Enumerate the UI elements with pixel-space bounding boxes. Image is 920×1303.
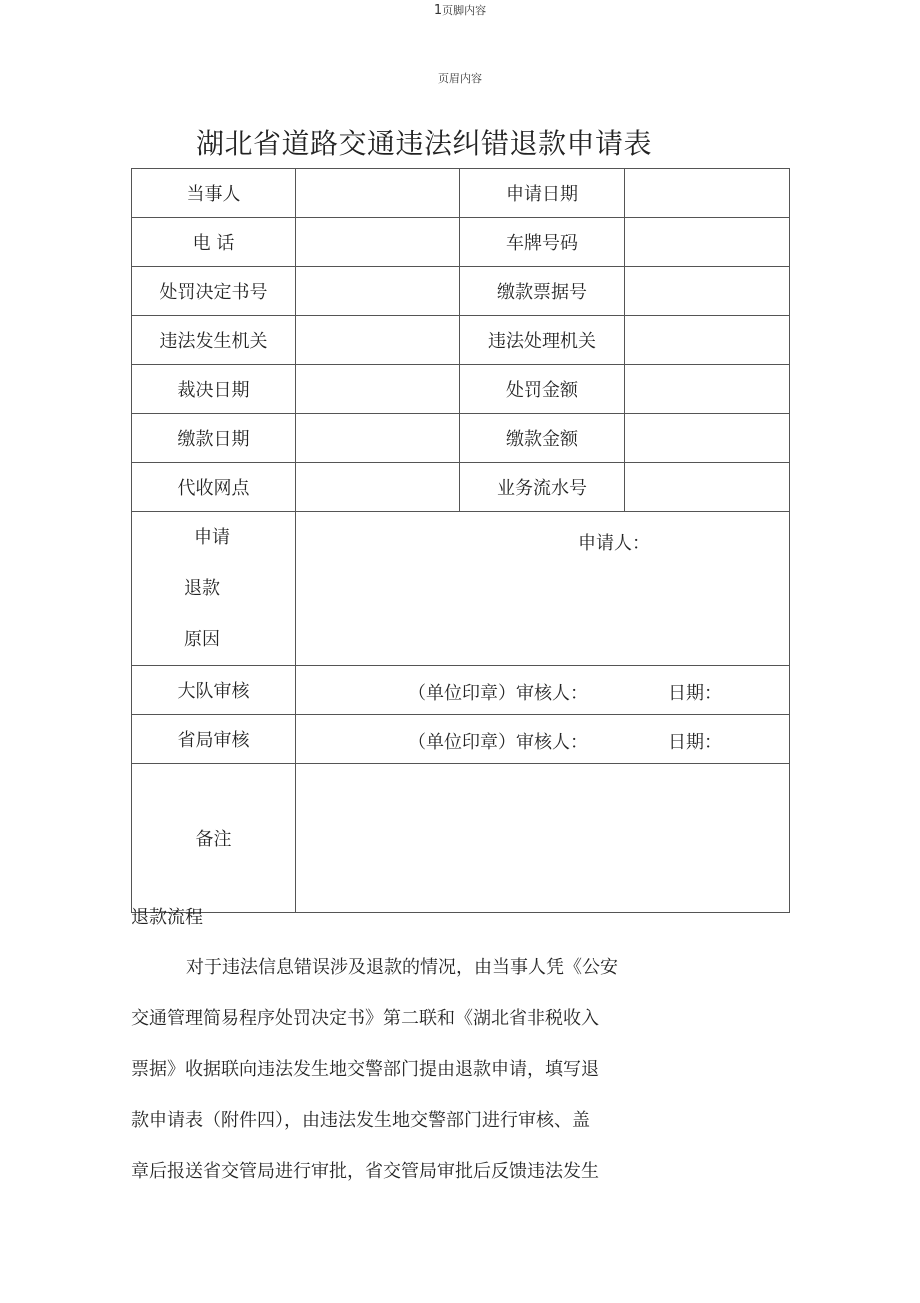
field-refund-reason[interactable]	[296, 512, 790, 666]
process-line: 款申请表（附件四），由违法发生地交警部门进行审核、盖	[131, 1110, 590, 1131]
field-violation-authority[interactable]	[296, 316, 460, 365]
field-payment-date[interactable]	[296, 414, 460, 463]
field-application-date[interactable]	[625, 169, 790, 218]
label-refund-reason	[132, 512, 296, 666]
label-payment-amount: 缴款金额	[460, 414, 625, 463]
field-plate-number[interactable]	[625, 218, 790, 267]
reason-label-line-2: 退款	[184, 578, 220, 599]
form-row-payment	[132, 414, 790, 463]
label-payment-date: 缴款日期	[132, 414, 296, 463]
form-row-party	[132, 169, 790, 218]
form-row-province-review	[132, 715, 790, 764]
label-party: 当事人	[132, 169, 296, 218]
field-phone[interactable]	[296, 218, 460, 267]
field-payment-amount[interactable]	[625, 414, 790, 463]
page-number: 1	[433, 3, 443, 18]
label-application-date: 申请日期	[460, 169, 625, 218]
province-seal-reviewer-label: （单位印章）审核人：	[408, 732, 588, 753]
page-footer-note	[0, 2, 920, 18]
refund-application-form	[131, 168, 790, 913]
form-row-phone	[132, 218, 790, 267]
process-line: 票据》收据联向违法发生地交警部门提由退款申请，填写退	[131, 1059, 599, 1080]
reason-label-line-1: 申请	[194, 527, 230, 548]
form-row-authority	[132, 316, 790, 365]
process-line: 对于违法信息错误涉及退款的情况，由当事人凭《公安	[186, 957, 618, 978]
applicant-label: 申请人：	[578, 533, 650, 554]
field-party[interactable]	[296, 169, 460, 218]
footer-text: 页脚内容	[442, 4, 487, 17]
process-heading: 退款流程	[131, 907, 203, 928]
form-title: 湖北省道路交通违法纠错退款申请表	[195, 127, 652, 160]
field-transaction-number[interactable]	[625, 463, 790, 512]
label-violation-authority: 违法发生机关	[132, 316, 296, 365]
page-header-note: 页眉内容	[438, 72, 482, 85]
form-row-ruling	[132, 365, 790, 414]
label-decision-number: 处罚决定书号	[132, 267, 296, 316]
label-phone: 电 话	[132, 218, 296, 267]
field-processing-authority[interactable]	[625, 316, 790, 365]
process-line: 交通管理简易程序处罚决定书》第二联和《湖北省非税收入	[131, 1008, 599, 1029]
label-plate-number: 车牌号码	[460, 218, 625, 267]
field-ruling-date[interactable]	[296, 365, 460, 414]
process-paragraph	[131, 942, 651, 1197]
field-remark[interactable]	[296, 764, 790, 913]
reason-label-line-3: 原因	[184, 629, 220, 650]
process-line: 章后报送省交管局进行审批，省交管局审批后反馈违法发生	[131, 1161, 599, 1182]
label-processing-authority: 违法处理机关	[460, 316, 625, 365]
label-province-review: 省局审核	[132, 715, 296, 764]
field-team-review[interactable]	[296, 666, 790, 715]
form-row-remark	[132, 764, 790, 913]
form-row-refund-reason	[132, 512, 790, 666]
form-row-decision	[132, 267, 790, 316]
field-receipt-number[interactable]	[625, 267, 790, 316]
label-ruling-date: 裁决日期	[132, 365, 296, 414]
team-seal-reviewer-label: （单位印章）审核人：	[408, 683, 588, 704]
field-province-review[interactable]	[296, 715, 790, 764]
label-team-review: 大队审核	[132, 666, 296, 715]
province-review-date-label: 日期：	[668, 732, 722, 753]
label-remark: 备注	[132, 764, 296, 913]
team-review-date-label: 日期：	[668, 683, 722, 704]
field-collection-point[interactable]	[296, 463, 460, 512]
field-decision-number[interactable]	[296, 267, 460, 316]
label-transaction-number: 业务流水号	[460, 463, 625, 512]
form-row-team-review	[132, 666, 790, 715]
field-penalty-amount[interactable]	[625, 365, 790, 414]
label-receipt-number: 缴款票据号	[460, 267, 625, 316]
form-row-collection	[132, 463, 790, 512]
label-penalty-amount: 处罚金额	[460, 365, 625, 414]
label-collection-point: 代收网点	[132, 463, 296, 512]
